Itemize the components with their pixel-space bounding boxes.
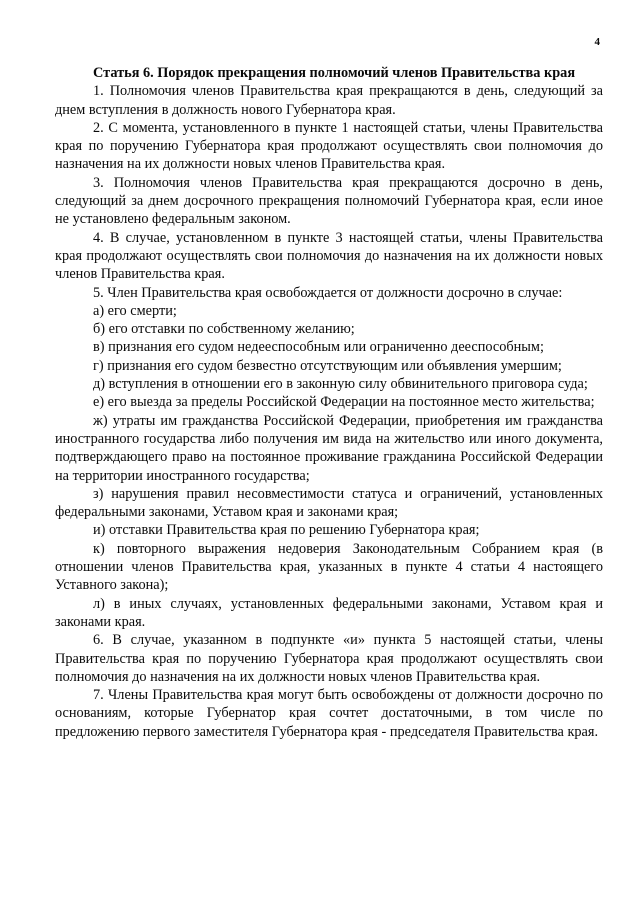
subitem-g: г) признания его судом безвестно отсутствующим или объявления умершим;: [93, 357, 562, 374]
document-body: [55, 64, 603, 741]
paragraph-3: 3. Полномочия членов Правительства края прекращаются досрочно в день, следующий за днем досрочного прекращения полномочий Губернатора края, если иное не установлено федеральным законом.: [55, 174, 603, 228]
subitem-b: б) его отставки по собственному желанию;: [93, 321, 355, 338]
paragraph-4: 4. В случае, установленном в пункте 3 настоящей статьи, члены Правительства края продолжают осуществлять свои полномочия до назначения на их должности новых членов Правительства края.: [55, 229, 603, 283]
page-number: 4: [594, 36, 600, 48]
subitem-z: з) нарушения правил несовместимости статуса и ограничений, установленных федеральными законами, Уставом края и законами края;: [55, 485, 603, 521]
subitem-zh: ж) утраты им гражданства Российской Федерации, приобретения им гражданства иностранного государства либо получения им вида на жительство или иного документа, подтверждающего право на постоянное проживание гражданина Российской Федерации на территории иностранного государства;: [55, 412, 603, 484]
subitem-a: а) его смерти;: [93, 302, 177, 319]
subitem-k: к) повторного выражения недоверия Законодательным Собранием края (в отношении членов Правительства края, указанных в пункте 4 статьи 4 настоящего Уставного закона);: [55, 540, 603, 594]
paragraph-6: 6. В случае, указанном в подпункте «и» пункта 5 настоящей статьи, члены Правительства края по поручению Губернатора края продолжают осуществлять свои полномочия до назначения на их должности новых членов Правительства края.: [55, 632, 603, 685]
subitem-l: л) в иных случаях, установленных федеральными законами, Уставом края и законами края.: [55, 595, 603, 630]
subitem-d: д) вступления в отношении его в законную силу обвинительного приговора суда;: [93, 376, 588, 393]
paragraph-1: 1. Полномочия членов Правительства края прекращаются в день, следующий за днем вступления в должность нового Губернатора края.: [55, 83, 603, 118]
subitem-e: е) его выезда за пределы Российской Федерации на постоянное место жительства;: [93, 394, 595, 411]
subitem-i: и) отставки Правительства края по решению Губернатора края;: [93, 522, 480, 539]
paragraph-7: 7. Члены Правительства края могут быть освобождены от должности досрочно по основаниям, которые Губернатор края сочтет достаточными, в том числе по предложению первого заместителя Губернатора края - председателя Правительства края.: [55, 687, 603, 740]
subitem-v: в) признания его судом недееспособным или ограниченно дееспособным;: [93, 339, 544, 356]
paragraph-2: 2. С момента, установленного в пункте 1 настоящей статьи, члены Правительства края по поручению Губернатора края продолжают осуществлять свои полномочия до назначения на их должности новых членов Правительства края.: [55, 119, 603, 173]
paragraph-5: 5. Член Правительства края освобождается от должности досрочно в случае:: [93, 284, 563, 301]
article-heading: Статья 6. Порядок прекращения полномочий членов Правительства края: [93, 65, 576, 81]
